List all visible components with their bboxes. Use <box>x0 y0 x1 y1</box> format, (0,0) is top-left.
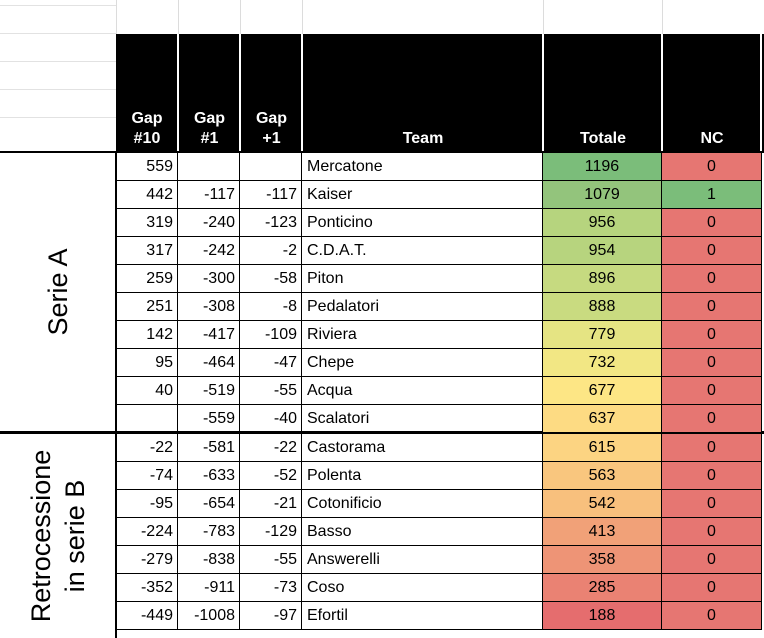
cell-gap10[interactable]: -352 <box>116 574 178 602</box>
cell-gap10[interactable]: 259 <box>116 265 178 293</box>
cell-gap10[interactable]: 442 <box>116 181 178 209</box>
cell-gap1[interactable]: -559 <box>178 405 240 433</box>
cell-nc[interactable]: 0 <box>662 237 762 265</box>
cell-gapplus1[interactable] <box>240 153 302 181</box>
table-row <box>116 209 764 237</box>
cell-gapplus1[interactable]: -52 <box>240 462 302 490</box>
cell-team[interactable]: Castorama <box>302 434 543 462</box>
table-row <box>116 349 764 377</box>
table-row <box>116 490 764 518</box>
group-label-serie-a: Serie A <box>43 248 73 336</box>
column-guide <box>116 0 117 34</box>
column-guide <box>240 0 241 34</box>
cell-gap1[interactable]: -240 <box>178 209 240 237</box>
table-row <box>116 546 764 574</box>
cell-totale[interactable]: 358 <box>543 546 662 574</box>
table-row <box>116 462 764 490</box>
cell-team[interactable]: Basso <box>302 518 543 546</box>
cell-totale[interactable]: 956 <box>543 209 662 237</box>
cell-team[interactable]: Coso <box>302 574 543 602</box>
table-row <box>116 153 764 181</box>
cell-gapplus1[interactable]: -55 <box>240 377 302 405</box>
cell-totale[interactable]: 615 <box>543 434 662 462</box>
header-gapplus1[interactable]: Gap +1 <box>255 110 288 147</box>
table-row <box>116 321 764 349</box>
cell-nc[interactable]: 0 <box>662 209 762 237</box>
row-guide <box>0 89 116 90</box>
cell-gapplus1[interactable]: -97 <box>240 602 302 630</box>
cell-gapplus1[interactable]: -40 <box>240 405 302 433</box>
cell-gapplus1[interactable]: -21 <box>240 490 302 518</box>
cell-gapplus1[interactable]: -73 <box>240 574 302 602</box>
cell-nc[interactable]: 0 <box>662 602 762 630</box>
cell-team[interactable]: Kaiser <box>302 181 543 209</box>
cell-totale[interactable]: 677 <box>543 377 662 405</box>
cell-gapplus1[interactable]: -47 <box>240 349 302 377</box>
row-guide <box>0 61 116 62</box>
cell-team[interactable]: Cotonificio <box>302 490 543 518</box>
cell-gap10[interactable]: -279 <box>116 546 178 574</box>
cell-nc[interactable]: 0 <box>662 293 762 321</box>
cell-team[interactable]: Piton <box>302 265 543 293</box>
cell-gap1[interactable]: -464 <box>178 349 240 377</box>
cell-totale[interactable]: 1079 <box>543 181 662 209</box>
cell-nc[interactable]: 1 <box>662 181 762 209</box>
cell-team[interactable]: Efortil <box>302 602 543 630</box>
cell-gap1[interactable]: -783 <box>178 518 240 546</box>
cell-nc[interactable]: 0 <box>662 349 762 377</box>
cell-gap1[interactable]: -911 <box>178 574 240 602</box>
cell-nc[interactable]: 0 <box>662 405 762 433</box>
cell-gap10[interactable]: -22 <box>116 434 178 462</box>
cell-totale[interactable]: 1196 <box>543 153 662 181</box>
cell-gap10[interactable]: -224 <box>116 518 178 546</box>
cell-nc[interactable]: 0 <box>662 153 762 181</box>
cell-team[interactable]: Chepe <box>302 349 543 377</box>
cell-team[interactable]: C.D.A.T. <box>302 237 543 265</box>
cell-nc[interactable]: 0 <box>662 377 762 405</box>
table-row <box>116 377 764 405</box>
group-label-retrocessione: Retrocessione in serie B <box>26 449 90 623</box>
cell-team[interactable]: Acqua <box>302 377 543 405</box>
table-row <box>116 181 764 209</box>
cell-team[interactable]: Answerelli <box>302 546 543 574</box>
cell-gap1[interactable]: -242 <box>178 237 240 265</box>
cell-gap1[interactable]: -117 <box>178 181 240 209</box>
cell-totale[interactable]: 542 <box>543 490 662 518</box>
column-guide <box>543 0 544 34</box>
cell-totale[interactable]: 188 <box>543 602 662 630</box>
cell-totale[interactable]: 954 <box>543 237 662 265</box>
header-gap1[interactable]: Gap #1 <box>193 110 226 147</box>
cell-gapplus1[interactable]: -22 <box>240 434 302 462</box>
table-row <box>116 405 764 433</box>
table-row <box>116 518 764 546</box>
cell-team[interactable]: Riviera <box>302 321 543 349</box>
cell-team[interactable]: Mercatone <box>302 153 543 181</box>
cell-totale[interactable]: 779 <box>543 321 662 349</box>
cell-gapplus1[interactable]: -8 <box>240 293 302 321</box>
cell-gap1[interactable]: -581 <box>178 434 240 462</box>
cell-gap10[interactable] <box>116 405 178 433</box>
cell-gapplus1[interactable]: -123 <box>240 209 302 237</box>
cell-nc[interactable]: 0 <box>662 462 762 490</box>
header-totale[interactable]: Totale <box>580 130 626 147</box>
cell-gap10[interactable]: 559 <box>116 153 178 181</box>
column-guide <box>662 0 663 34</box>
cell-team[interactable]: Scalatori <box>302 405 543 433</box>
cell-totale[interactable]: 888 <box>543 293 662 321</box>
cell-nc[interactable]: 0 <box>662 546 762 574</box>
cell-gap1[interactable]: -417 <box>178 321 240 349</box>
cell-gap1[interactable]: -1008 <box>178 602 240 630</box>
header-gap10[interactable]: Gap #10 <box>131 110 163 147</box>
cell-gap10[interactable]: 251 <box>116 293 178 321</box>
row-guide <box>0 5 116 6</box>
cell-gapplus1[interactable]: -129 <box>240 518 302 546</box>
cell-team[interactable]: Pedalatori <box>302 293 543 321</box>
cell-team[interactable]: Polenta <box>302 462 543 490</box>
cell-nc[interactable]: 0 <box>662 490 762 518</box>
cell-totale[interactable]: 637 <box>543 405 662 433</box>
cell-nc[interactable]: 0 <box>662 434 762 462</box>
cell-gap1[interactable]: -633 <box>178 462 240 490</box>
header-team[interactable]: Team <box>402 130 444 147</box>
cell-gapplus1[interactable]: -117 <box>240 181 302 209</box>
cell-gap10[interactable]: -449 <box>116 602 178 630</box>
cell-gap10[interactable]: -74 <box>116 462 178 490</box>
cell-nc[interactable]: 0 <box>662 574 762 602</box>
cell-totale[interactable]: 285 <box>543 574 662 602</box>
cell-gap1[interactable]: -838 <box>178 546 240 574</box>
cell-gap1[interactable]: -308 <box>178 293 240 321</box>
cell-team[interactable]: Ponticino <box>302 209 543 237</box>
column-guide <box>178 0 179 34</box>
cell-gap10[interactable]: 319 <box>116 209 178 237</box>
table-row <box>116 237 764 265</box>
cell-gap1[interactable]: -654 <box>178 490 240 518</box>
cell-gap10[interactable]: 95 <box>116 349 178 377</box>
cell-nc[interactable]: 0 <box>662 518 762 546</box>
column-guide <box>302 0 303 34</box>
table-row <box>116 574 764 602</box>
cell-gap1[interactable] <box>178 153 240 181</box>
cell-totale[interactable]: 563 <box>543 462 662 490</box>
cell-gap1[interactable]: -300 <box>178 265 240 293</box>
cell-gapplus1[interactable]: -109 <box>240 321 302 349</box>
cell-nc[interactable]: 0 <box>662 265 762 293</box>
table-row <box>116 434 764 462</box>
cell-gap10[interactable]: 142 <box>116 321 178 349</box>
header-nc[interactable]: NC <box>700 130 724 147</box>
table-row <box>116 265 764 293</box>
row-guide <box>0 33 116 34</box>
table-row <box>116 293 764 321</box>
cell-gapplus1[interactable]: -58 <box>240 265 302 293</box>
cell-totale[interactable]: 732 <box>543 349 662 377</box>
row-guide <box>0 117 116 118</box>
cell-gap10[interactable]: 317 <box>116 237 178 265</box>
cell-gap1[interactable]: -519 <box>178 377 240 405</box>
cell-totale[interactable]: 413 <box>543 518 662 546</box>
cell-gap10[interactable]: -95 <box>116 490 178 518</box>
cell-gapplus1[interactable]: -2 <box>240 237 302 265</box>
cell-gap10[interactable]: 40 <box>116 377 178 405</box>
cell-totale[interactable]: 896 <box>543 265 662 293</box>
cell-gapplus1[interactable]: -55 <box>240 546 302 574</box>
cell-nc[interactable]: 0 <box>662 321 762 349</box>
table-row <box>116 602 764 630</box>
